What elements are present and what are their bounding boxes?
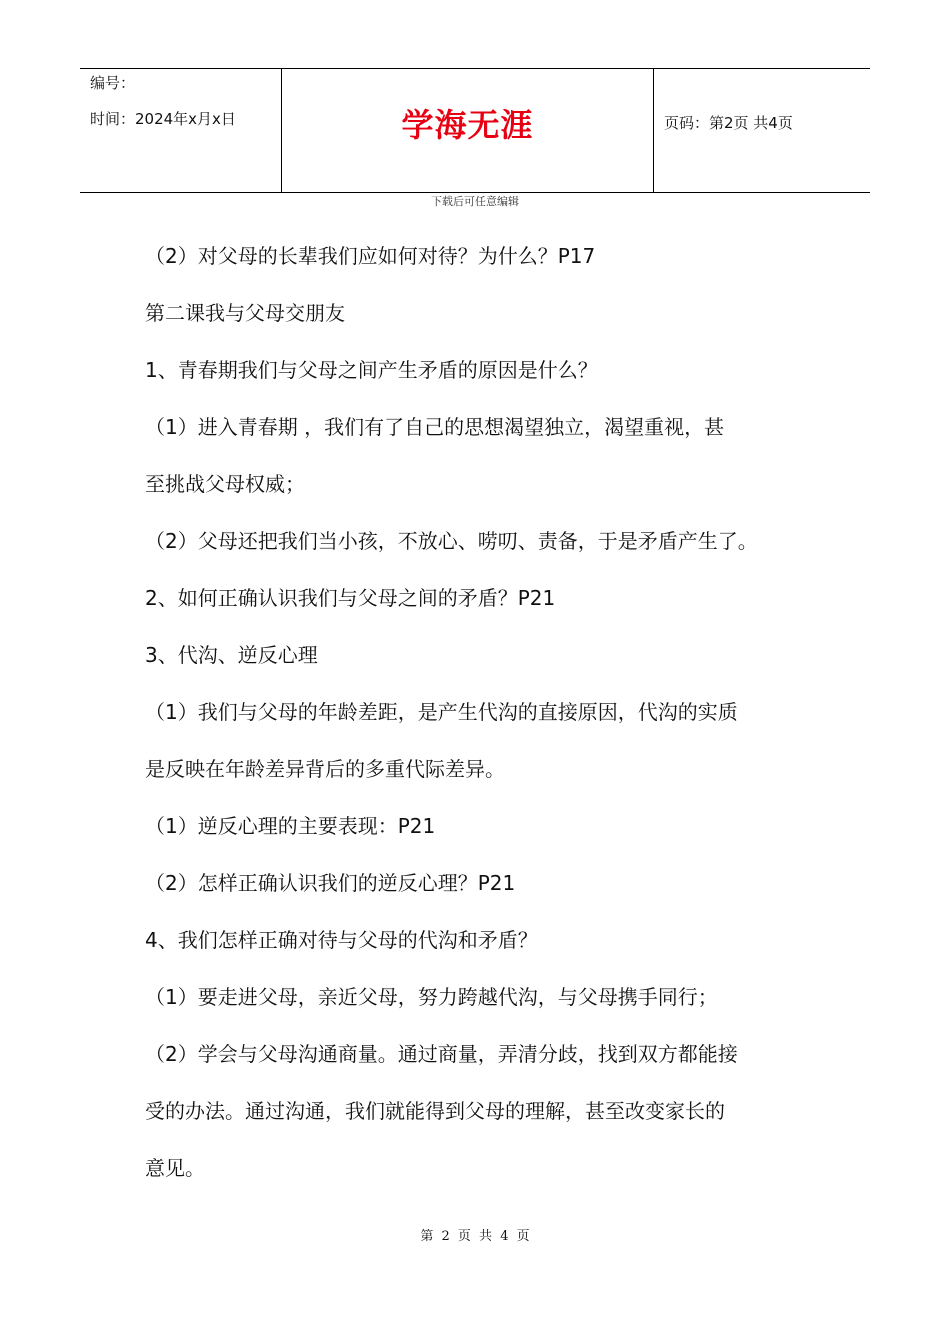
page-footer: 第 2 页 共 4 页 bbox=[420, 1229, 530, 1244]
page-info: 页码：第2页 共4页 bbox=[664, 114, 793, 132]
body-line: 1、青春期我们与父母之间产生矛盾的原因是什么？ bbox=[145, 358, 598, 382]
body-line: （2）父母还把我们当小孩，不放心、唠叨、责备，于是矛盾产生了。 bbox=[145, 529, 758, 553]
section-title: 第二课我与父母交朋友 bbox=[145, 301, 345, 325]
document-number-label: 编号： bbox=[90, 74, 136, 92]
body-line: 3、代沟、逆反心理 bbox=[145, 643, 318, 667]
body-line: 受的办法。通过沟通，我们就能得到父母的理解，甚至改变家长的 bbox=[145, 1099, 725, 1123]
body-line: 至挑战父母权威； bbox=[145, 472, 305, 496]
document-time-label: 时间：2024年x月x日 bbox=[90, 110, 236, 128]
body-line: 意见。 bbox=[145, 1156, 205, 1180]
document-header bbox=[80, 68, 870, 193]
body-line: （2）学会与父母沟通商量。通过商量，弄清分歧，找到双方都能接 bbox=[145, 1042, 738, 1066]
header-right-cell bbox=[654, 69, 870, 192]
body-line: （1）进入青春期 ，我们有了自己的思想渴望独立，渴望重视，甚 bbox=[145, 415, 725, 439]
header-left-cell bbox=[80, 69, 281, 192]
body-line: 是反映在年龄差异背后的多重代际差异。 bbox=[145, 757, 505, 781]
body-line: 2、如何正确认识我们与父母之间的矛盾？P21 bbox=[145, 586, 556, 610]
body-line: （1）我们与父母的年龄差距，是产生代沟的直接原因，代沟的实质 bbox=[145, 700, 738, 724]
body-line: （1）逆反心理的主要表现：P21 bbox=[145, 814, 436, 838]
download-note: 下载后可任意编辑 bbox=[431, 195, 519, 208]
body-line: （1）要走进父母，亲近父母，努力跨越代沟，与父母携手同行； bbox=[145, 985, 718, 1009]
header-center-cell bbox=[281, 69, 654, 192]
body-line: （2）怎样正确认识我们的逆反心理？P21 bbox=[145, 871, 516, 895]
body-line: 4、我们怎样正确对待与父母的代沟和矛盾？ bbox=[145, 928, 538, 952]
brand-title: 学海无涯 bbox=[401, 106, 534, 144]
body-line: （2）对父母的长辈我们应如何对待？为什么？P17 bbox=[145, 244, 596, 268]
